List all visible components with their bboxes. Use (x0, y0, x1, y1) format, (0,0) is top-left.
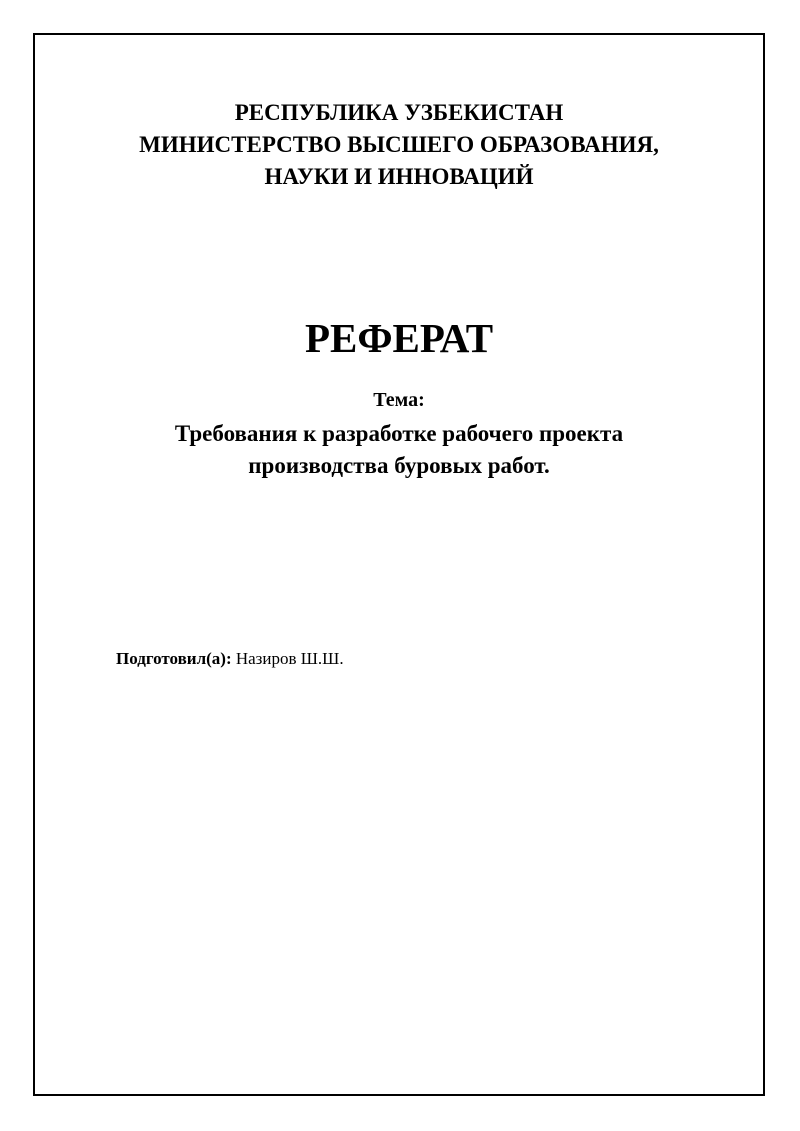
topic-line-1: Требования к разработке рабочего проекта (174, 421, 624, 446)
header-country-line: РЕСПУБЛИКА УЗБЕКИСТАН (234, 100, 564, 125)
prepared-by-label: Подготовил(а): (116, 649, 232, 668)
topic-label: Тема: (373, 389, 425, 411)
topic-line-2: производства буровых работ. (248, 453, 550, 478)
page-border-frame (33, 33, 765, 1096)
document-type-title: РЕФЕРАТ (304, 315, 494, 361)
header-ministry-line: МИНИСТЕРСТВО ВЫСШЕГО ОБРАЗОВАНИЯ, (139, 132, 659, 157)
topic-text (35, 418, 763, 482)
prepared-by-line (116, 647, 344, 671)
header-ministry-line-continued: НАУКИ И ИННОВАЦИЙ (264, 164, 534, 189)
institution-header (35, 97, 763, 193)
author-name: Назиров Ш.Ш. (235, 649, 344, 668)
